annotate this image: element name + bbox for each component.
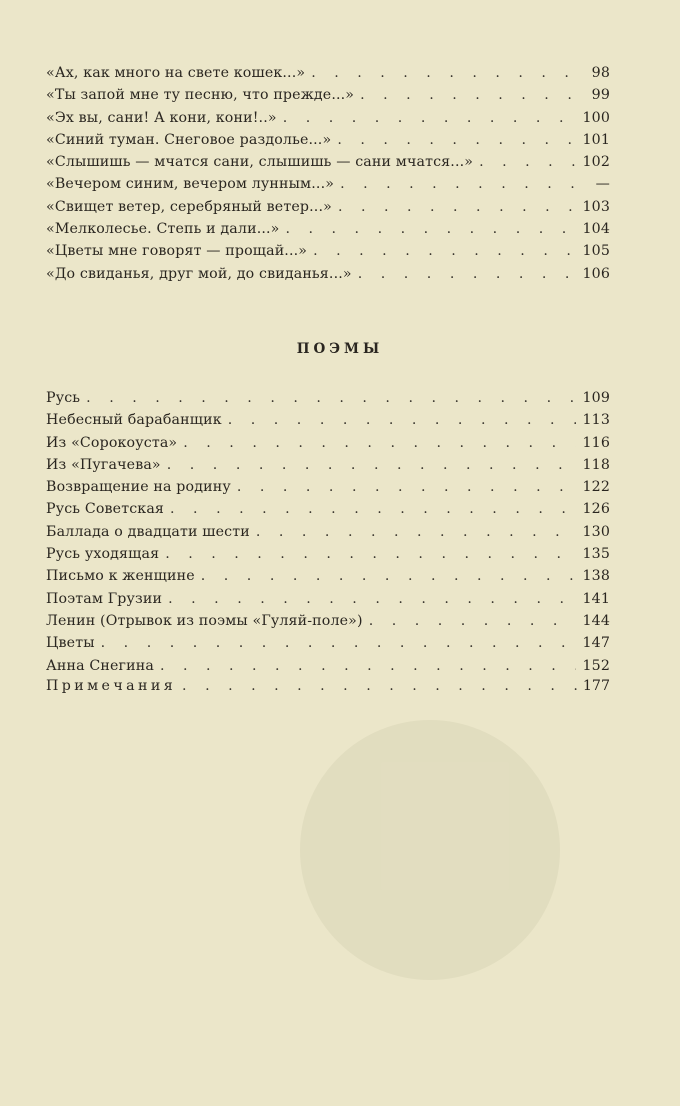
toc-page-number: 138 bbox=[582, 568, 610, 585]
toc-entry-title: Возвращение на родину bbox=[46, 479, 231, 496]
toc-entry-title: «Ах, как много на свете кошек...» bbox=[46, 65, 306, 81]
dot-leader bbox=[256, 524, 577, 540]
toc-entry-title: Поэтам Грузии bbox=[46, 590, 163, 607]
dot-leader bbox=[86, 390, 576, 406]
toc-page-number: 130 bbox=[582, 523, 610, 540]
dot-leader bbox=[201, 568, 577, 584]
toc-row[interactable] bbox=[46, 479, 610, 501]
toc-page-number: 113 bbox=[582, 412, 610, 429]
dot-leader bbox=[340, 176, 580, 192]
dot-leader bbox=[369, 613, 577, 629]
toc-row[interactable] bbox=[46, 176, 610, 198]
toc-entry-title: «Вечером синим, вечером лунным...» bbox=[46, 176, 335, 193]
toc-row[interactable] bbox=[46, 457, 610, 479]
toc-row[interactable] bbox=[46, 568, 610, 590]
dot-leader bbox=[338, 199, 577, 215]
toc-row[interactable] bbox=[46, 154, 610, 176]
toc-entry-title: Баллада о двадцати шести bbox=[46, 523, 250, 540]
toc-entry-title: Небесный барабанщик bbox=[46, 412, 222, 429]
toc-row[interactable] bbox=[46, 524, 610, 546]
dot-leader bbox=[479, 154, 576, 170]
dot-leader bbox=[183, 435, 576, 451]
dot-leader bbox=[311, 65, 580, 81]
toc-page-number: 105 bbox=[582, 243, 610, 260]
dot-leader bbox=[228, 412, 577, 428]
toc-row[interactable] bbox=[46, 412, 610, 434]
toc-page-number: 102 bbox=[582, 154, 610, 171]
toc-page-number: — bbox=[595, 176, 610, 193]
dot-leader bbox=[167, 457, 577, 473]
toc-entry-title: «Ты запой мне ту песню, что прежде...» bbox=[46, 87, 355, 104]
toc-page-number: 109 bbox=[582, 390, 610, 406]
dot-leader bbox=[160, 658, 577, 674]
dot-leader bbox=[286, 221, 577, 237]
toc-page-number: 144 bbox=[582, 612, 610, 629]
toc-row-notes[interactable] bbox=[46, 678, 610, 694]
toc-entry-title: «Слышишь — мчатся сани, слышишь — сани мчатся...» bbox=[46, 154, 474, 171]
toc-page-number: 126 bbox=[582, 501, 610, 518]
dot-leader bbox=[283, 110, 577, 126]
dot-leader bbox=[237, 479, 577, 495]
toc-page-number: 135 bbox=[582, 546, 610, 563]
toc-entry-title: Из «Пугачева» bbox=[46, 456, 161, 473]
toc-row[interactable] bbox=[46, 243, 610, 265]
toc-page-number: 152 bbox=[582, 657, 610, 674]
toc-entry-title: Примечания bbox=[46, 678, 177, 694]
toc-entry-title: «Эх вы, сани! А кони, кони!..» bbox=[46, 109, 277, 126]
toc-entry-title: Ленин (Отрывок из поэмы «Гуляй-поле») bbox=[46, 612, 363, 629]
toc-page-number: 177 bbox=[582, 678, 610, 694]
dot-leader bbox=[165, 546, 576, 562]
toc-page-number: 116 bbox=[582, 434, 610, 451]
dot-leader bbox=[358, 266, 577, 282]
toc-row[interactable] bbox=[46, 87, 610, 109]
toc-list-lyrics bbox=[46, 65, 610, 288]
toc-row[interactable] bbox=[46, 635, 610, 657]
toc-row[interactable] bbox=[46, 221, 610, 243]
toc-row[interactable] bbox=[46, 501, 610, 523]
toc-entry-title: Из «Сорокоуста» bbox=[46, 434, 178, 451]
toc-entry-title: Русь bbox=[46, 390, 81, 406]
dot-leader bbox=[182, 678, 577, 694]
toc-entry-title: «Цветы мне говорят — прощай...» bbox=[46, 243, 308, 260]
toc-entry-title: Цветы bbox=[46, 635, 95, 652]
toc-page-number: 147 bbox=[582, 635, 610, 652]
dot-leader bbox=[360, 87, 580, 103]
toc-row[interactable] bbox=[46, 65, 610, 87]
toc-page-number: 141 bbox=[582, 590, 610, 607]
toc-row[interactable] bbox=[46, 546, 610, 568]
dot-leader bbox=[101, 635, 577, 651]
toc-row[interactable] bbox=[46, 613, 610, 635]
toc-row[interactable] bbox=[46, 435, 610, 457]
toc-page-number: 104 bbox=[582, 221, 610, 238]
toc-page-number: 103 bbox=[582, 198, 610, 215]
toc-entry-title: «Мелколесье. Степь и дали...» bbox=[46, 221, 280, 238]
toc-row[interactable] bbox=[46, 658, 610, 680]
toc-page-number: 106 bbox=[582, 265, 610, 282]
toc-entry-title: Анна Снегина bbox=[46, 657, 154, 674]
toc-entry-title: «Свищет ветер, серебряный ветер...» bbox=[46, 198, 332, 215]
toc-entry-title: «До свиданья, друг мой, до свиданья...» bbox=[46, 265, 352, 282]
toc-page-number: 122 bbox=[582, 479, 610, 496]
dot-leader bbox=[170, 501, 576, 517]
paper-stain bbox=[300, 720, 560, 980]
toc-list-poems bbox=[46, 390, 610, 680]
dot-leader bbox=[313, 243, 576, 259]
toc-entry-title: Письмо к женщине bbox=[46, 568, 195, 585]
toc-row[interactable] bbox=[46, 266, 610, 288]
dot-leader bbox=[337, 132, 576, 148]
toc-entry-title: «Синий туман. Снеговое раздолье...» bbox=[46, 131, 332, 148]
toc-entry-title: Русь уходящая bbox=[46, 546, 160, 563]
toc-page-number: 101 bbox=[582, 131, 610, 148]
toc-row[interactable] bbox=[46, 591, 610, 613]
toc-row[interactable] bbox=[46, 199, 610, 221]
toc-page-number: 98 bbox=[591, 65, 610, 81]
toc-entry-title: Русь Советская bbox=[46, 501, 165, 518]
toc-row[interactable] bbox=[46, 390, 610, 412]
toc-page-number: 100 bbox=[582, 109, 610, 126]
dot-leader bbox=[168, 591, 576, 607]
toc-page-number: 99 bbox=[591, 87, 610, 104]
toc-page-number: 118 bbox=[582, 456, 610, 473]
toc-row[interactable] bbox=[46, 132, 610, 154]
section-heading-poems: ПОЭМЫ bbox=[296, 341, 384, 357]
toc-row[interactable] bbox=[46, 110, 610, 132]
